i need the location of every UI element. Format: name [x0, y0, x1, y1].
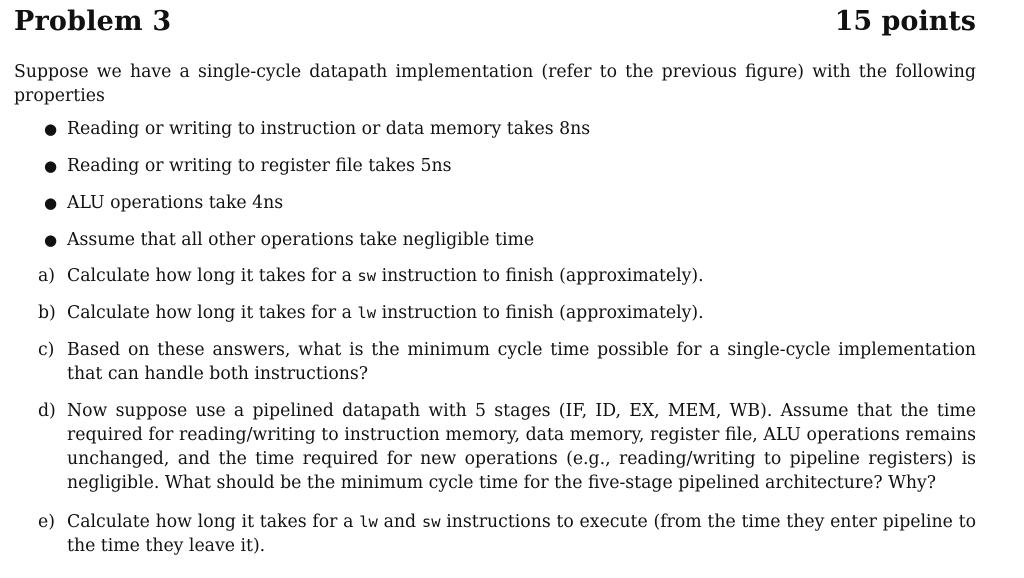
list-item [44, 117, 976, 154]
part-text-segment: instruction to finish (approximately). [376, 303, 704, 323]
question-parts [38, 264, 976, 560]
part-text-segment: and [377, 512, 422, 532]
part-label: a) [38, 266, 56, 286]
list-item [44, 228, 976, 265]
list-item [44, 191, 976, 228]
part-a [38, 264, 976, 301]
problem-title: Problem 3 [14, 6, 172, 37]
part-label: c) [38, 340, 55, 360]
problem-intro: Suppose we have a single-cycle datapath implementation (refer to the previous figure) with the following properties [14, 62, 976, 106]
part-label: d) [38, 401, 56, 421]
bullet-text: Reading or writing to register file takes 5ns [67, 156, 452, 176]
bullet-icon: ● [44, 157, 58, 175]
properties-list [44, 117, 976, 265]
bullet-text: Reading or writing to instruction or data memory takes 8ns [67, 119, 591, 139]
part-label: e) [38, 512, 55, 532]
code-lw: lw [359, 513, 378, 531]
part-text-segment: instruction to finish (approximately). [376, 266, 704, 286]
list-item [44, 154, 976, 191]
part-b [38, 301, 976, 338]
part-label: b) [38, 303, 56, 323]
part-text: Based on these answers, what is the minimum cycle time possible for a single-cycle implementation that can handle both instructions? [67, 340, 976, 384]
part-c [38, 338, 976, 399]
part-text [67, 510, 976, 558]
problem-points: 15 points [834, 6, 976, 37]
part-d [38, 399, 976, 510]
code-sw: sw [421, 513, 441, 531]
part-text-segment: Calculate how long it takes for a [67, 266, 358, 286]
code-sw: sw [357, 267, 377, 285]
bullet-icon: ● [44, 194, 58, 212]
part-text-segment: Calculate how long it takes for a [67, 512, 360, 532]
part-text [67, 264, 976, 288]
code-lw: lw [357, 304, 377, 322]
part-e [38, 510, 976, 560]
problem-header [14, 6, 976, 42]
part-text [67, 301, 976, 325]
bullet-text: Assume that all other operations take negligible time [67, 230, 535, 250]
part-text-segment: Calculate how long it takes for a [67, 303, 358, 323]
bullet-icon: ● [44, 231, 58, 249]
part-text: Now suppose use a pipelined datapath with 5 stages (IF, ID, EX, MEM, WB). Assume that the time required for reading/writing to instruction memory, data memory, register file, ALU operations remains unchanged, and the time required for new operations (e.g., reading/writing to pipeline registers) is negligible. What should be the minimum cycle time for the five-stage pipelined architecture? Why? [67, 401, 976, 493]
bullet-icon: ● [44, 120, 58, 138]
part-text-segment: instructions to execute (from the time they enter pipeline to the time they leave it). [67, 512, 976, 556]
bullet-text: ALU operations take 4ns [67, 193, 284, 213]
